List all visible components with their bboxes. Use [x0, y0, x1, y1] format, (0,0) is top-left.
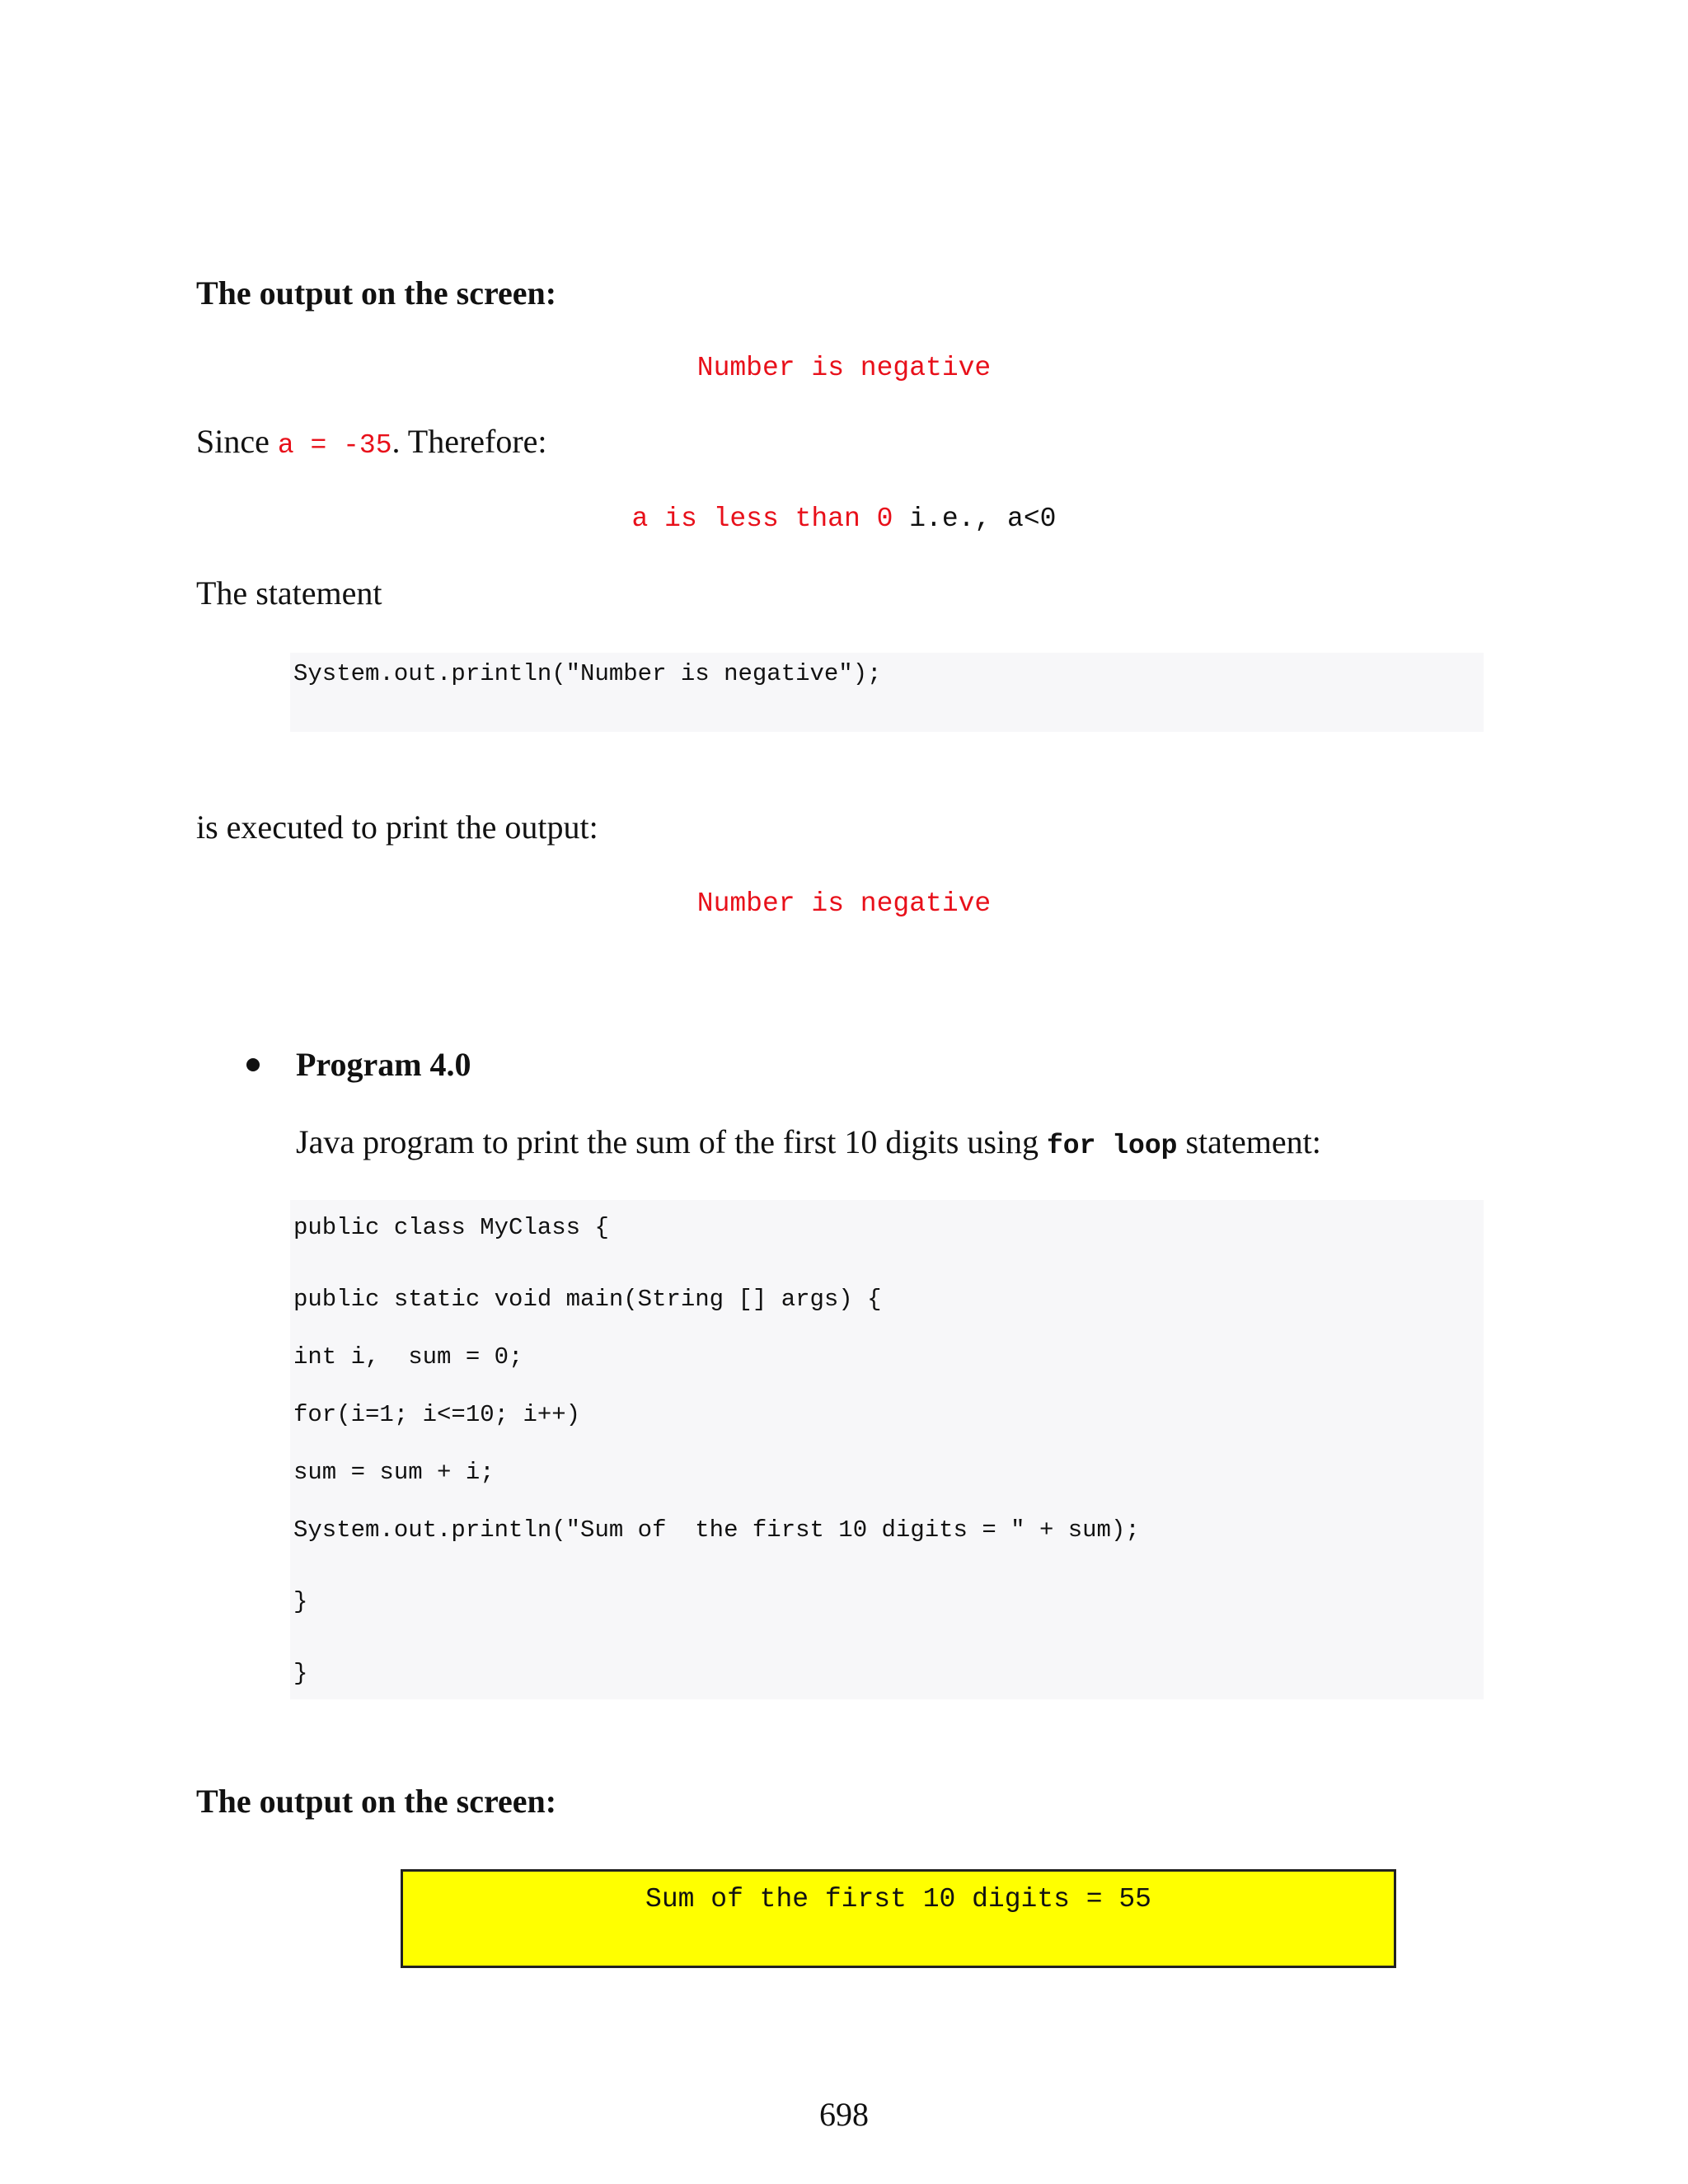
program-description-code: for loop	[1047, 1131, 1178, 1161]
statement-label: The statement	[196, 574, 382, 612]
output-heading-2: The output on the screen:	[196, 1783, 557, 1820]
code-line-8: }	[293, 1660, 308, 1687]
since-paragraph	[196, 422, 547, 466]
output-line-negative-1: Number is negative	[696, 353, 992, 383]
output-line-negative-2: Number is negative	[696, 888, 992, 919]
code-line-4: for(i=1; i<=10; i++)	[293, 1401, 581, 1428]
since-prefix: Since	[196, 423, 278, 460]
condition-red-part: a is less than 0	[631, 504, 893, 534]
program-code-block	[290, 1200, 1484, 1699]
program-description-prefix: Java program to print the sum of the first 10 digits using	[296, 1123, 1047, 1160]
code-line-6: System.out.println("Sum of the first 10 digits = " + sum);	[293, 1516, 1140, 1544]
condition-black-part: i.e., a<0	[893, 504, 1057, 534]
code-line-5: sum = sum + i;	[293, 1459, 495, 1486]
code-line-3: int i, sum = 0;	[293, 1343, 523, 1371]
code-line-7: }	[293, 1588, 308, 1615]
statement-code-block	[290, 653, 1484, 732]
executed-paragraph: is executed to print the output:	[196, 808, 598, 846]
output-box	[401, 1869, 1396, 1968]
statement-code-line: System.out.println("Number is negative");	[293, 660, 882, 687]
page-number: 698	[819, 2096, 869, 2133]
since-suffix: . Therefore:	[392, 423, 547, 460]
code-line-1: public class MyClass {	[293, 1214, 609, 1241]
condition-line	[0, 503, 1688, 536]
program-description	[296, 1122, 1321, 1166]
program-title: Program 4.0	[296, 1046, 471, 1083]
since-code: a = -35	[277, 430, 392, 461]
code-line-2: public static void main(String [] args) {	[293, 1286, 882, 1313]
output-box-text: Sum of the first 10 digits = 55	[645, 1884, 1151, 1915]
bullet-icon	[246, 1058, 260, 1071]
output-heading-1: The output on the screen:	[196, 274, 557, 312]
program-description-suffix: statement:	[1177, 1123, 1321, 1160]
